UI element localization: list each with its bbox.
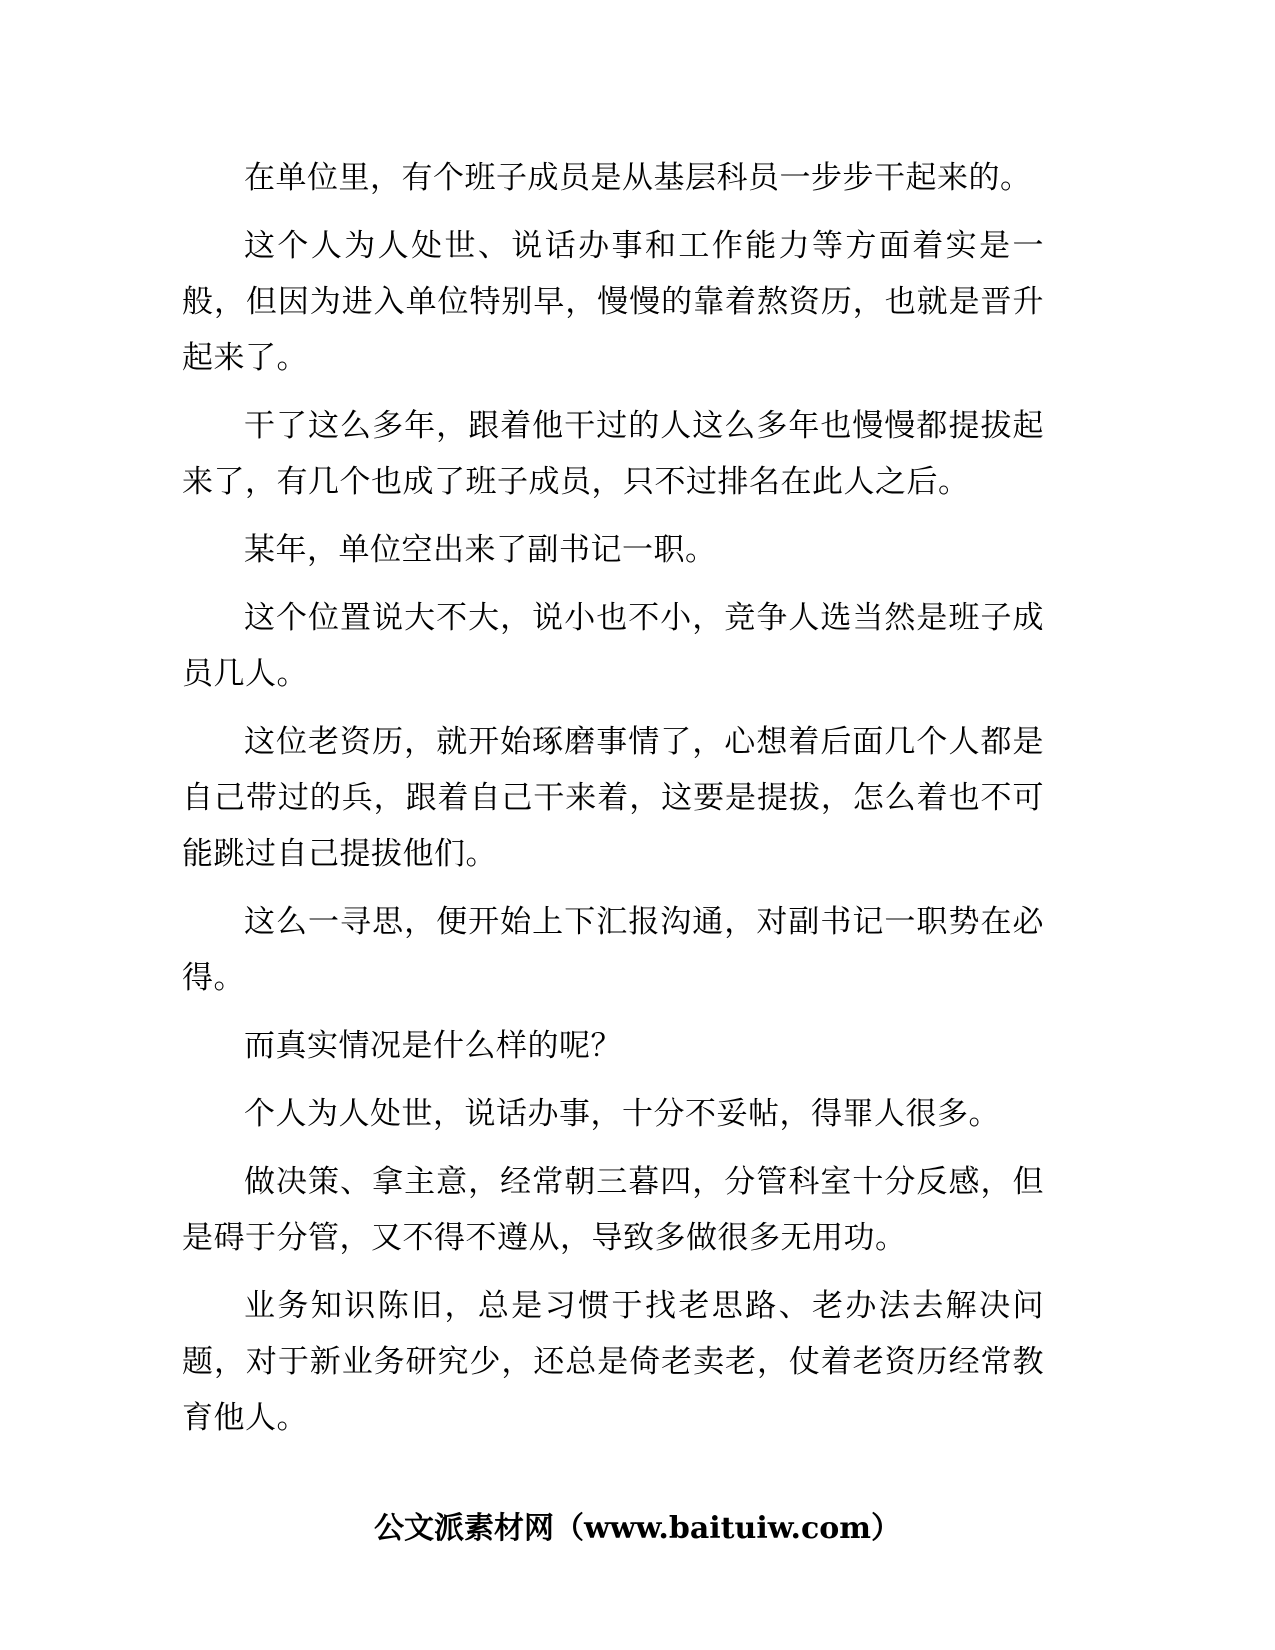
paragraph-3: 干了这么多年，跟着他干过的人这么多年也慢慢都提拔起来了，有几个也成了班子成员，只不过排名在此人之后。 bbox=[182, 408, 1044, 500]
paragraph-11: 业务知识陈旧，总是习惯于找老思路、老办法去解决问题，对于新业务研究少，还总是倚老卖老，仗着老资历经常教育他人。 bbox=[182, 1288, 1044, 1436]
document-body bbox=[182, 150, 1044, 1458]
paragraph-9: 个人为人处世，说话办事，十分不妥帖，得罪人很多。 bbox=[244, 1096, 1000, 1132]
paragraph-5: 这个位置说大不大，说小也不小，竞争人选当然是班子成员几人。 bbox=[182, 600, 1044, 692]
paragraph-8: 而真实情况是什么样的呢？ bbox=[244, 1028, 622, 1064]
footer-watermark: 公文派素材网（www.baituiw.com） bbox=[373, 1511, 902, 1546]
paragraph-2: 这个人为人处世、说话办事和工作能力等方面着实是一般，但因为进入单位特别早，慢慢的靠着熬资历，也就是晋升起来了。 bbox=[182, 228, 1044, 376]
paragraph-10: 做决策、拿主意，经常朝三暮四，分管科室十分反感，但是碍于分管，又不得不遵从，导致多做很多无用功。 bbox=[182, 1164, 1044, 1256]
paragraph-4: 某年，单位空出来了副书记一职。 bbox=[244, 532, 717, 568]
paragraph-1: 在单位里，有个班子成员是从基层科员一步步干起来的。 bbox=[244, 160, 1032, 196]
paragraph-7: 这么一寻思，便开始上下汇报沟通，对副书记一职势在必得。 bbox=[182, 904, 1044, 996]
paragraph-6: 这位老资历，就开始琢磨事情了，心想着后面几个人都是自己带过的兵，跟着自己干来着，这要是提拔，怎么着也不可能跳过自己提拔他们。 bbox=[182, 724, 1044, 872]
